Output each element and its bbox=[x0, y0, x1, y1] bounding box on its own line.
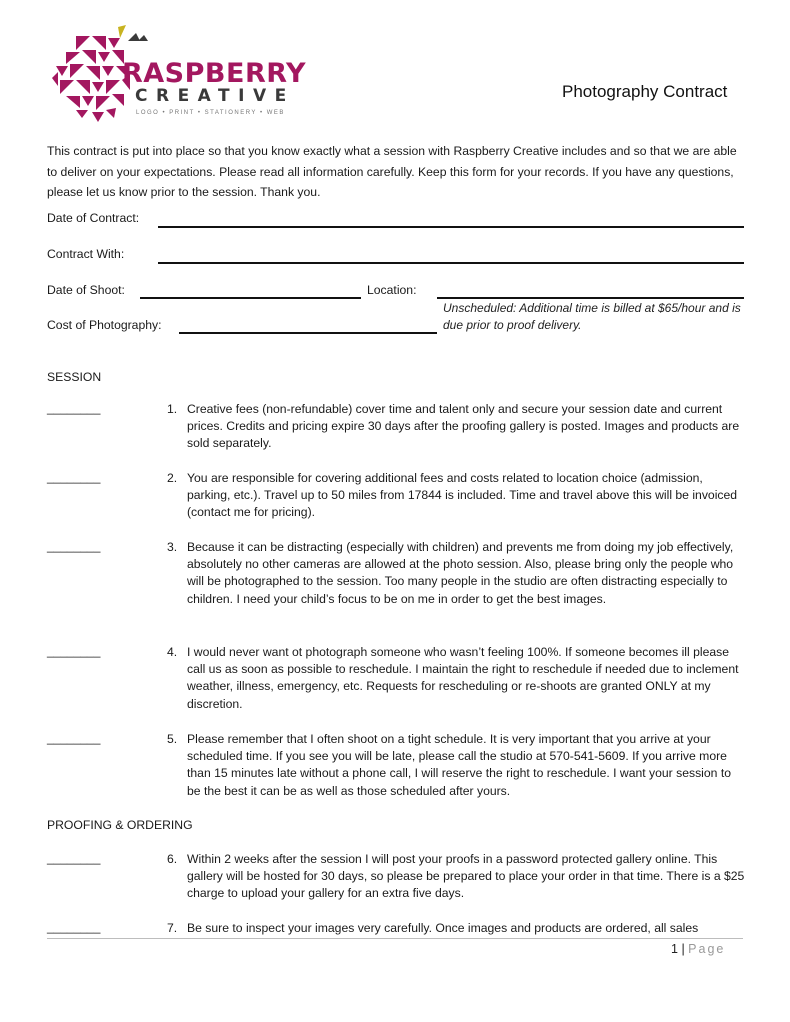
page-number-value: 1 bbox=[671, 942, 678, 956]
date-of-contract-label: Date of Contract: bbox=[47, 211, 140, 225]
document-title: Photography Contract bbox=[562, 82, 728, 101]
unscheduled-note: Unscheduled: Additional time is billed at $65/hour and is due prior to proof delivery. bbox=[443, 301, 741, 332]
item-number: 7. bbox=[167, 921, 178, 935]
list-item: Be sure to inspect your images very carefully. Once images and products are ordered, all sales bbox=[187, 921, 699, 935]
list-item: I would never want ot photograph someone who wasn’t feeling 100%. If someone becomes ill please call us as soon as possible to reschedule. I maintain the right to reschedule if needed due to inclement weather, illness, emergency, etc. Requests for rescheduling or re-shoots are granted ONLY at my discretion. bbox=[187, 645, 739, 711]
location-label: Location: bbox=[367, 283, 417, 297]
page-number bbox=[671, 942, 725, 956]
initial-blank[interactable]: ________ bbox=[47, 401, 101, 415]
item-number: 4. bbox=[167, 645, 178, 659]
initial-blank[interactable]: ________ bbox=[47, 920, 101, 934]
item-number: 2. bbox=[167, 471, 178, 485]
footer-divider bbox=[47, 938, 743, 939]
location-field[interactable] bbox=[437, 297, 744, 299]
initial-blank[interactable]: ________ bbox=[47, 539, 101, 553]
brand-tagline: LOGO • PRINT • STATIONERY • WEB bbox=[136, 110, 285, 116]
section-heading-proofing: PROOFING & ORDERING bbox=[47, 818, 193, 832]
brand-name-secondary: CREATIVE bbox=[135, 86, 295, 106]
page-label: Page bbox=[688, 942, 726, 956]
date-of-contract-field[interactable] bbox=[158, 226, 744, 228]
list-item: Because it can be distracting (especially with children) and prevents me from doing my job effectively, absolutely no other cameras are allowed at the photo session. Also, please bring only the people who will be photographed to the session. Too many people in the studio are often distracting especially to children. I need your child’s focus to be on me in order to get the best images. bbox=[187, 540, 734, 606]
contract-with-field[interactable] bbox=[158, 262, 744, 264]
item-number: 3. bbox=[167, 540, 178, 554]
page-separator: | bbox=[681, 942, 685, 956]
list-item: You are responsible for covering additional fees and costs related to location choice (admission, parking, etc.). Travel up to 50 miles from 17844 is included. Time and travel above this will be invoiced (contact me for pricing). bbox=[187, 471, 738, 520]
brand-name-primary: RASPBERRY bbox=[122, 58, 307, 89]
intro-paragraph: This contract is put into place so that you know exactly what a session with Raspberry Creative includes and so that we are able to deliver on your expectations. Please read all information carefully. Keep this form for your records. If you have any questions, please let us know prior to the session. Thank you. bbox=[47, 144, 737, 199]
initial-blank[interactable]: ________ bbox=[47, 851, 101, 865]
date-of-shoot-label: Date of Shoot: bbox=[47, 283, 125, 297]
section-heading-session: SESSION bbox=[47, 370, 102, 384]
item-number: 5. bbox=[167, 732, 178, 746]
list-item: Please remember that I often shoot on a tight schedule. It is very important that you arrive at your scheduled time. If you see you will be late, please call the studio at 570-541-5609. If you arrive more than 15 minutes late without a phone call, I will reserve the right to reschedule. I want your session to be the best it can be as well as those scheduled after yours. bbox=[187, 732, 731, 798]
initial-blank[interactable]: ________ bbox=[47, 731, 101, 745]
cost-of-photography-field[interactable] bbox=[179, 332, 437, 334]
date-of-shoot-field[interactable] bbox=[140, 297, 361, 299]
initial-blank[interactable]: ________ bbox=[47, 644, 101, 658]
item-number: 6. bbox=[167, 852, 178, 866]
list-item: Within 2 weeks after the session I will post your proofs in a password protected gallery online. This gallery will be hosted for 30 days, so please be prepared to place your order in that time. There is a $25 charge to upload your gallery for an extra five days. bbox=[187, 852, 745, 901]
item-number: 1. bbox=[167, 402, 178, 416]
cost-of-photography-label: Cost of Photography: bbox=[47, 318, 162, 332]
list-item: Creative fees (non-refundable) cover time and talent only and secure your session date and current prices. Credits and pricing expire 30 days after the proofing gallery is posted. Images and products are sold separately. bbox=[187, 402, 740, 451]
initial-blank[interactable]: ________ bbox=[47, 470, 101, 484]
contract-with-label: Contract With: bbox=[47, 247, 125, 261]
